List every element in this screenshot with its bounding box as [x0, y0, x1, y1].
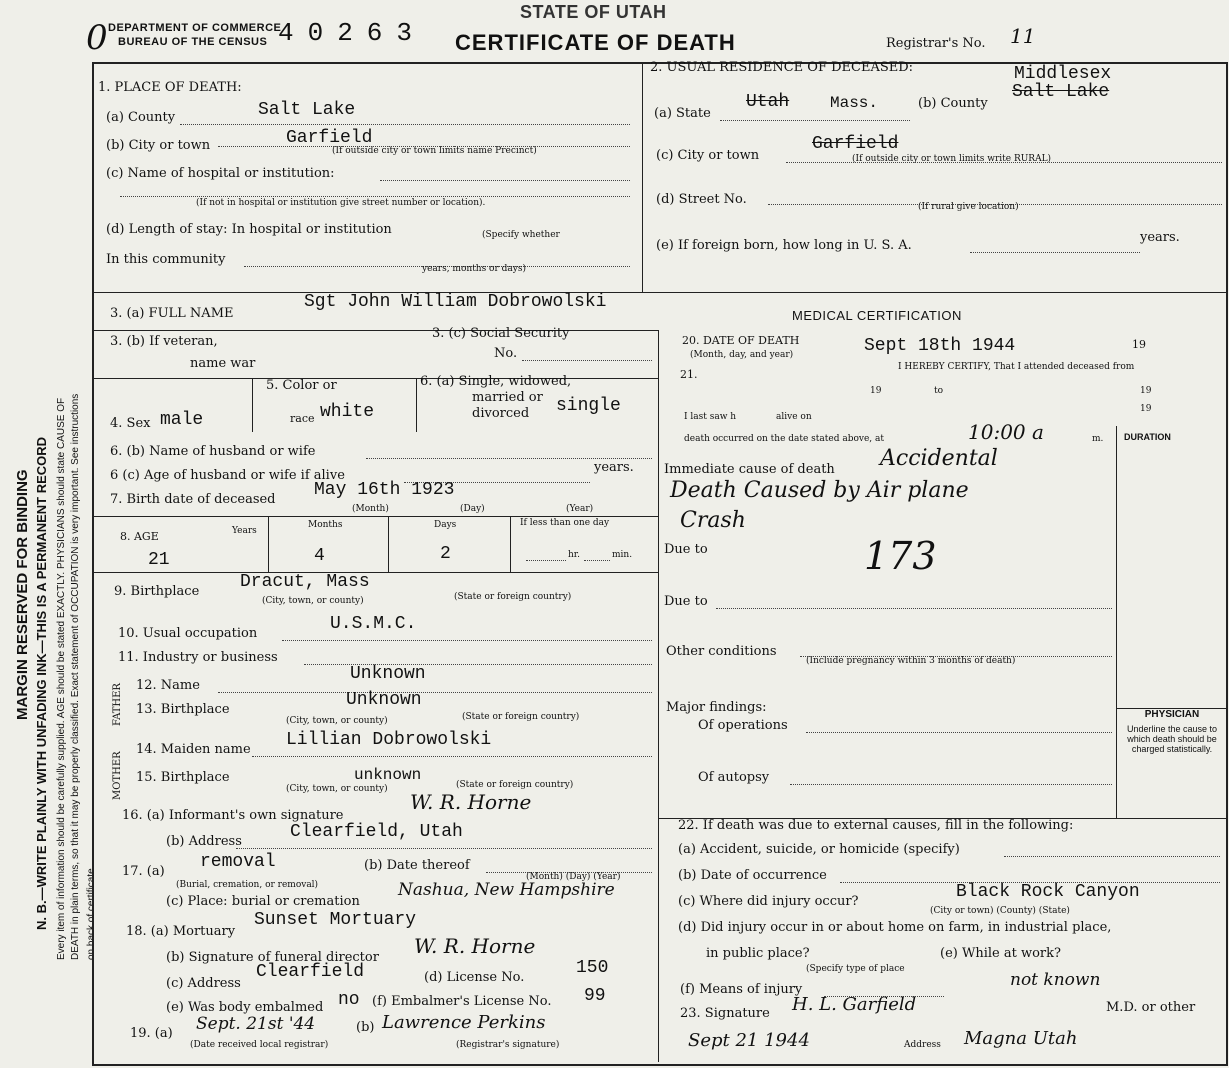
residence-state-label: (a) State — [654, 106, 711, 121]
signature-label: 23. Signature — [680, 1006, 770, 1021]
age-months-label: Months — [308, 520, 343, 530]
birthplace-value: Dracut, Mass — [240, 572, 370, 592]
embalmer-value: 99 — [584, 986, 606, 1006]
marital-label: 6. (a) Single, widowed, — [420, 374, 572, 389]
veteran-label: 3. (b) If veteran, — [110, 334, 218, 349]
informant-signature: W. R. Horne — [410, 790, 532, 814]
means-extra: not known — [1010, 970, 1101, 990]
residence-foreign-label: (e) If foreign born, how long in U. S. A. — [656, 238, 912, 253]
certify-text: I HEREBY CERTIFY, That I attended deceased from — [898, 362, 1135, 372]
dod-label: 20. DATE OF DEATH — [682, 334, 800, 347]
embalmed-value: no — [338, 990, 360, 1010]
residence-state-alt: Mass. — [830, 94, 879, 112]
residence-city: Garfield — [812, 134, 899, 154]
due-1-value: 173 — [864, 534, 937, 578]
signature-address-label: Address — [904, 1040, 941, 1050]
ssn-no-label: No. — [494, 346, 518, 361]
father-name-label: 12. Name — [136, 678, 200, 693]
mother-side-label: MOTHER — [112, 751, 123, 800]
burial-label: 17. (a) — [122, 864, 165, 879]
spouse-label: 6. (b) Name of husband or wife — [110, 444, 316, 459]
death-county-label: (a) County — [106, 110, 176, 125]
other-note: (Include pregnancy within 3 months of death) — [806, 656, 1016, 666]
corner-mark: 0 — [86, 18, 108, 58]
informant-addr: Clearfield, Utah — [290, 822, 463, 842]
birthplace-note-1: (City, town, or county) — [262, 596, 364, 606]
due-2-label: Due to — [664, 594, 708, 609]
father-note-2: (State or foreign country) — [462, 712, 580, 722]
filed-note: (Date received local registrar) — [190, 1040, 329, 1050]
other-label: Other conditions — [666, 644, 777, 659]
home-label: (d) Did injury occur in or about home on farm, in industrial place, — [678, 920, 1112, 935]
burial-date-note: (Month) (Day) (Year) — [526, 872, 621, 882]
registrar-note: (Registrar's signature) — [456, 1040, 560, 1050]
age-months: 4 — [314, 546, 325, 566]
residence-foreign-years: years. — [1140, 230, 1180, 245]
stay-label: (d) Length of stay: In hospital or institution — [106, 222, 392, 237]
mortuary-address: Clearfield — [256, 962, 365, 982]
dod-year: 19 — [1132, 338, 1146, 351]
occurred-label: death occurred on the date stated above, at — [684, 434, 885, 444]
age-years: 21 — [148, 550, 170, 570]
stay-note: (Specify whether — [482, 230, 560, 240]
margin-binding-text: MARGIN RESERVED FOR BINDING — [14, 469, 31, 720]
age-years-label: Years — [232, 526, 257, 536]
margin-instructions-1: Every item of information should be carefully supplied. AGE should be stated EXACTLY. PHYSICIANS should state CAUSE OF — [56, 397, 67, 960]
residence-state: Utah — [746, 92, 790, 112]
autopsy-label: Of autopsy — [698, 770, 770, 785]
residence-county-label: (b) County — [918, 96, 988, 111]
immediate-cause: Accidental — [880, 446, 998, 471]
hospital-label: (c) Name of hospital or institution: — [106, 166, 335, 181]
dod-note: (Month, day, and year) — [690, 350, 794, 360]
certify-to: to — [934, 386, 944, 396]
residence-county: Salt Lake — [1012, 82, 1110, 102]
license-value: 150 — [576, 958, 609, 978]
registrar-label: Registrar's No. — [886, 36, 986, 51]
immediate-label: Immediate cause of death — [664, 462, 835, 477]
where-value: Black Rock Canyon — [956, 882, 1140, 902]
signature-role: M.D. or other — [1106, 1000, 1196, 1015]
death-city-note: (If outside city or town limits name Precinct) — [332, 146, 537, 156]
place-of-death-heading: 1. PLACE OF DEATH: — [98, 80, 242, 95]
occurrence-date-label: (b) Date of occurrence — [678, 868, 827, 883]
age-days-label: Days — [434, 520, 457, 530]
where-label: (c) Where did injury occur? — [678, 894, 859, 909]
external-heading: 22. If death was due to external causes, fill in the following: — [678, 818, 1074, 833]
occupation-value: U.S.M.C. — [330, 614, 417, 634]
mother-birth: unknown — [354, 766, 422, 784]
dept-label: DEPARTMENT OF COMMERCE — [108, 22, 282, 34]
spouse-age-unit: years. — [594, 460, 634, 475]
bureau-label: BUREAU OF THE CENSUS — [118, 36, 268, 48]
mortuary-value: Sunset Mortuary — [254, 910, 417, 930]
birthplace-note-2: (State or foreign country) — [454, 592, 572, 602]
physician-note: Underline the cause to which death should be charged statistically. — [1126, 724, 1218, 754]
accident-label: (a) Accident, suicide, or homicide (specify) — [678, 842, 960, 857]
physician-heading: PHYSICIAN — [1144, 709, 1200, 720]
state-label: STATE OF UTAH — [520, 2, 667, 22]
death-city: Garfield — [286, 128, 373, 148]
immediate-cause-3: Crash — [680, 508, 746, 533]
mother-birth-label: 15. Birthplace — [136, 770, 230, 785]
where-note: (City or town) (County) (State) — [930, 906, 1070, 916]
margin-ink-warning: N. B.—WRITE PLAINLY WITH UNFADING INK—THIS IS A PERMANENT RECORD — [34, 436, 49, 930]
birthplace-label: 9. Birthplace — [114, 584, 200, 599]
public-note: (Specify type of place — [806, 964, 905, 974]
father-name: Unknown — [350, 664, 426, 684]
license-label: (d) License No. — [424, 970, 525, 985]
director-signature: W. R. Horne — [414, 934, 536, 958]
operations-label: Of operations — [698, 718, 788, 733]
birth-day-note: (Day) — [460, 504, 485, 514]
father-birth: Unknown — [346, 690, 422, 710]
age-min: min. — [612, 550, 633, 560]
burial-date-label: (b) Date thereof — [364, 858, 470, 873]
residence-county-top: Middlesex — [1014, 64, 1112, 84]
certify-19b: 19 — [1140, 386, 1152, 396]
filed-label: 19. (a) — [130, 1026, 173, 1041]
age-hr: hr. — [568, 550, 580, 560]
mother-name: Lillian Dobrowolski — [286, 730, 492, 750]
birth-month-note: (Month) — [352, 504, 389, 514]
registrar-signature: Lawrence Perkins — [382, 1012, 546, 1033]
spouse-age-label: 6 (c) Age of husband or wife if alive — [110, 468, 345, 483]
work-label: (e) While at work? — [940, 946, 1061, 961]
burial-place-label: (c) Place: burial or cremation — [166, 894, 360, 909]
embalmer-label: (f) Embalmer's License No. — [372, 994, 552, 1009]
embalmed-label: (e) Was body embalmed — [166, 1000, 324, 1015]
due-1-label: Due to — [664, 542, 708, 557]
death-city-label: (b) City or town — [106, 138, 211, 153]
mother-note-2: (State or foreign country) — [456, 780, 574, 790]
burial-place: Nashua, New Hampshire — [398, 880, 615, 900]
father-side-label: FATHER — [112, 683, 123, 726]
signature-address: Magna Utah — [964, 1028, 1078, 1049]
marital-label-2: married or — [472, 390, 543, 405]
lastsaw-19: 19 — [1140, 404, 1152, 414]
age-label: 8. AGE — [120, 530, 159, 543]
death-time: 10:00 a — [968, 420, 1044, 444]
mother-name-label: 14. Maiden name — [136, 742, 251, 757]
race-label: race — [290, 412, 315, 425]
lastsaw-label: I last saw h — [684, 412, 737, 422]
community-label: In this community — [106, 252, 226, 267]
burial-method-note: (Burial, cremation, or removal) — [176, 880, 319, 890]
color-label: 5. Color or — [266, 378, 337, 393]
war-label: name war — [190, 356, 256, 371]
birth-year-note: (Year) — [566, 504, 594, 514]
director-label: (b) Signature of funeral director — [166, 950, 379, 965]
community-note: years, months or days) — [422, 264, 526, 274]
registrar-sig-label: (b) — [356, 1020, 375, 1035]
means-label: (f) Means of injury — [680, 982, 803, 997]
age-days: 2 — [440, 544, 451, 564]
ssn-label: 3. (c) Social Security — [432, 326, 570, 341]
birth-label: 7. Birth date of deceased — [110, 492, 276, 507]
birth-value: May 16th 1923 — [314, 480, 455, 500]
marital-value: single — [556, 396, 621, 416]
father-note-1: (City, town, or county) — [286, 716, 388, 726]
dod-value: Sept 18th 1944 — [864, 336, 1016, 356]
filed-date: Sept. 21st '44 — [196, 1014, 316, 1034]
industry-label: 11. Industry or business — [118, 650, 278, 665]
certify-19a: 19 — [870, 386, 882, 396]
residence-city-note: (If outside city or town limits write RURAL) — [852, 154, 1052, 164]
race-value: white — [320, 402, 375, 422]
informant-addr-label: (b) Address — [166, 834, 242, 849]
medical-heading: MEDICAL CERTIFICATION — [792, 308, 962, 323]
residence-heading: 2. USUAL RESIDENCE OF DECEASED: — [650, 60, 914, 75]
residence-street-note: (If rural give location) — [918, 202, 1019, 212]
margin-instructions-3: on back of certificate. — [86, 865, 97, 960]
age-less-label: If less than one day — [520, 518, 610, 528]
occupation-label: 10. Usual occupation — [118, 626, 258, 641]
hospital-note: (If not in hospital or institution give street number or location). — [196, 198, 486, 208]
sex-label: 4. Sex — [110, 416, 151, 431]
residence-street-label: (d) Street No. — [656, 192, 747, 207]
sex-value: male — [160, 410, 204, 430]
mother-note-1: (City, town, or county) — [286, 784, 388, 794]
alive-label: alive on — [776, 412, 812, 422]
signature-date: Sept 21 1944 — [688, 1030, 810, 1051]
physician-signature: H. L. Garfield — [792, 994, 917, 1015]
full-name-label: 3. (a) FULL NAME — [110, 306, 234, 321]
certify-label: 21. — [680, 368, 698, 381]
full-name: Sgt John William Dobrowolski — [304, 292, 607, 312]
registrar-number: 11 — [1010, 24, 1036, 48]
major-label: Major findings: — [666, 700, 767, 715]
informant-sig-label: 16. (a) Informant's own signature — [122, 808, 344, 823]
death-time-m: m. — [1092, 434, 1104, 444]
mortuary-label: 18. (a) Mortuary — [126, 924, 236, 939]
certificate-serial: 40263 — [278, 18, 427, 48]
margin-instructions-2: DEATH in plain terms, so that it may be properly classified. Exact statement of OCCUPATION is very important. See instructions — [70, 393, 81, 960]
certificate-title: CERTIFICATE OF DEATH — [455, 30, 736, 55]
burial-method: removal — [200, 852, 276, 872]
death-county: Salt Lake — [258, 100, 356, 120]
residence-city-label: (c) City or town — [656, 148, 760, 163]
mortuary-address-label: (c) Address — [166, 976, 241, 991]
immediate-cause-2: Death Caused by Air plane — [670, 478, 969, 503]
public-label: in public place? — [706, 946, 810, 961]
duration-label: DURATION — [1124, 432, 1171, 442]
marital-label-3: divorced — [472, 406, 530, 421]
father-birth-label: 13. Birthplace — [136, 702, 230, 717]
